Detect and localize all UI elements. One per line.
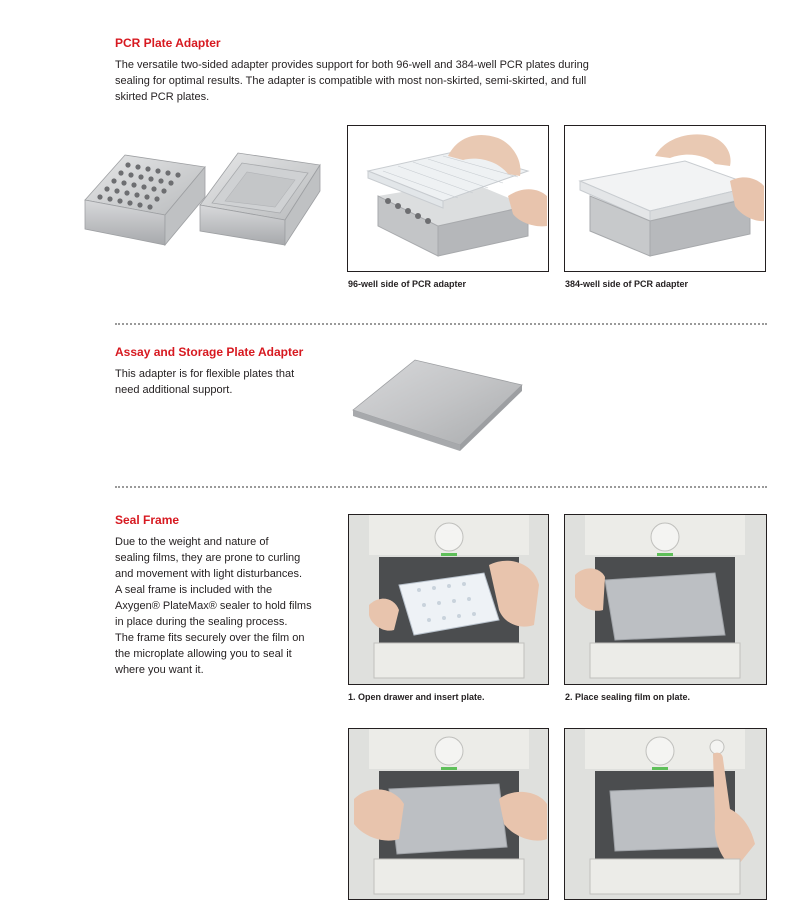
pcr-description-line: skirted PCR plates. xyxy=(115,91,210,103)
photo-step-2-place-film xyxy=(564,514,767,685)
seal-frame-heading: Seal Frame xyxy=(115,513,180,527)
section-divider xyxy=(115,486,767,488)
seal-description-line: sealing films, they are prone to curling xyxy=(115,552,301,564)
seal-frame-description xyxy=(115,534,340,678)
pcr-adapter-heading: PCR Plate Adapter xyxy=(115,36,221,50)
assay-adapter-product-image xyxy=(350,355,525,455)
photo-step-3 xyxy=(348,728,549,900)
assay-adapter-description xyxy=(115,366,335,398)
assay-adapter-heading: Assay and Storage Plate Adapter xyxy=(115,345,304,359)
seal-description-line: and movement with light disturbances. xyxy=(115,568,303,580)
photo-96-well-side xyxy=(347,125,549,272)
caption-384-well: 384-well side of PCR adapter xyxy=(565,279,689,289)
assay-description-line: need additional support. xyxy=(115,384,233,396)
pcr-description-line: The versatile two-sided adapter provides support for both 96-well and 384-well PCR plates during xyxy=(115,59,589,71)
seal-description-line: Due to the weight and nature of xyxy=(115,536,269,548)
pcr-adapter-description xyxy=(115,57,675,105)
photo-step-4 xyxy=(564,728,767,900)
seal-description-line: Axygen® PlateMax® sealer to hold films xyxy=(115,600,312,612)
seal-description-line: the microplate allowing you to seal it xyxy=(115,648,292,660)
caption-step-1: 1. Open drawer and insert plate. xyxy=(348,692,485,702)
photo-384-well-side xyxy=(564,125,766,272)
seal-description-line: in place during the sealing process. xyxy=(115,616,288,628)
section-divider xyxy=(115,323,767,325)
pcr-description-line: sealing for optimal results. The adapter is compatible with most non-skirted, semi-skirted, and full xyxy=(115,75,587,87)
pcr-adapter-product-image xyxy=(80,145,330,255)
seal-description-line: A seal frame is included with the xyxy=(115,584,273,596)
assay-description-line: This adapter is for flexible plates that xyxy=(115,368,295,380)
caption-step-2: 2. Place sealing film on plate. xyxy=(565,692,691,702)
caption-96-well: 96-well side of PCR adapter xyxy=(348,279,467,289)
seal-description-line: The frame fits securely over the film on xyxy=(115,632,305,644)
photo-step-1-open-drawer xyxy=(348,514,549,685)
seal-description-line: where you want it. xyxy=(115,664,204,676)
